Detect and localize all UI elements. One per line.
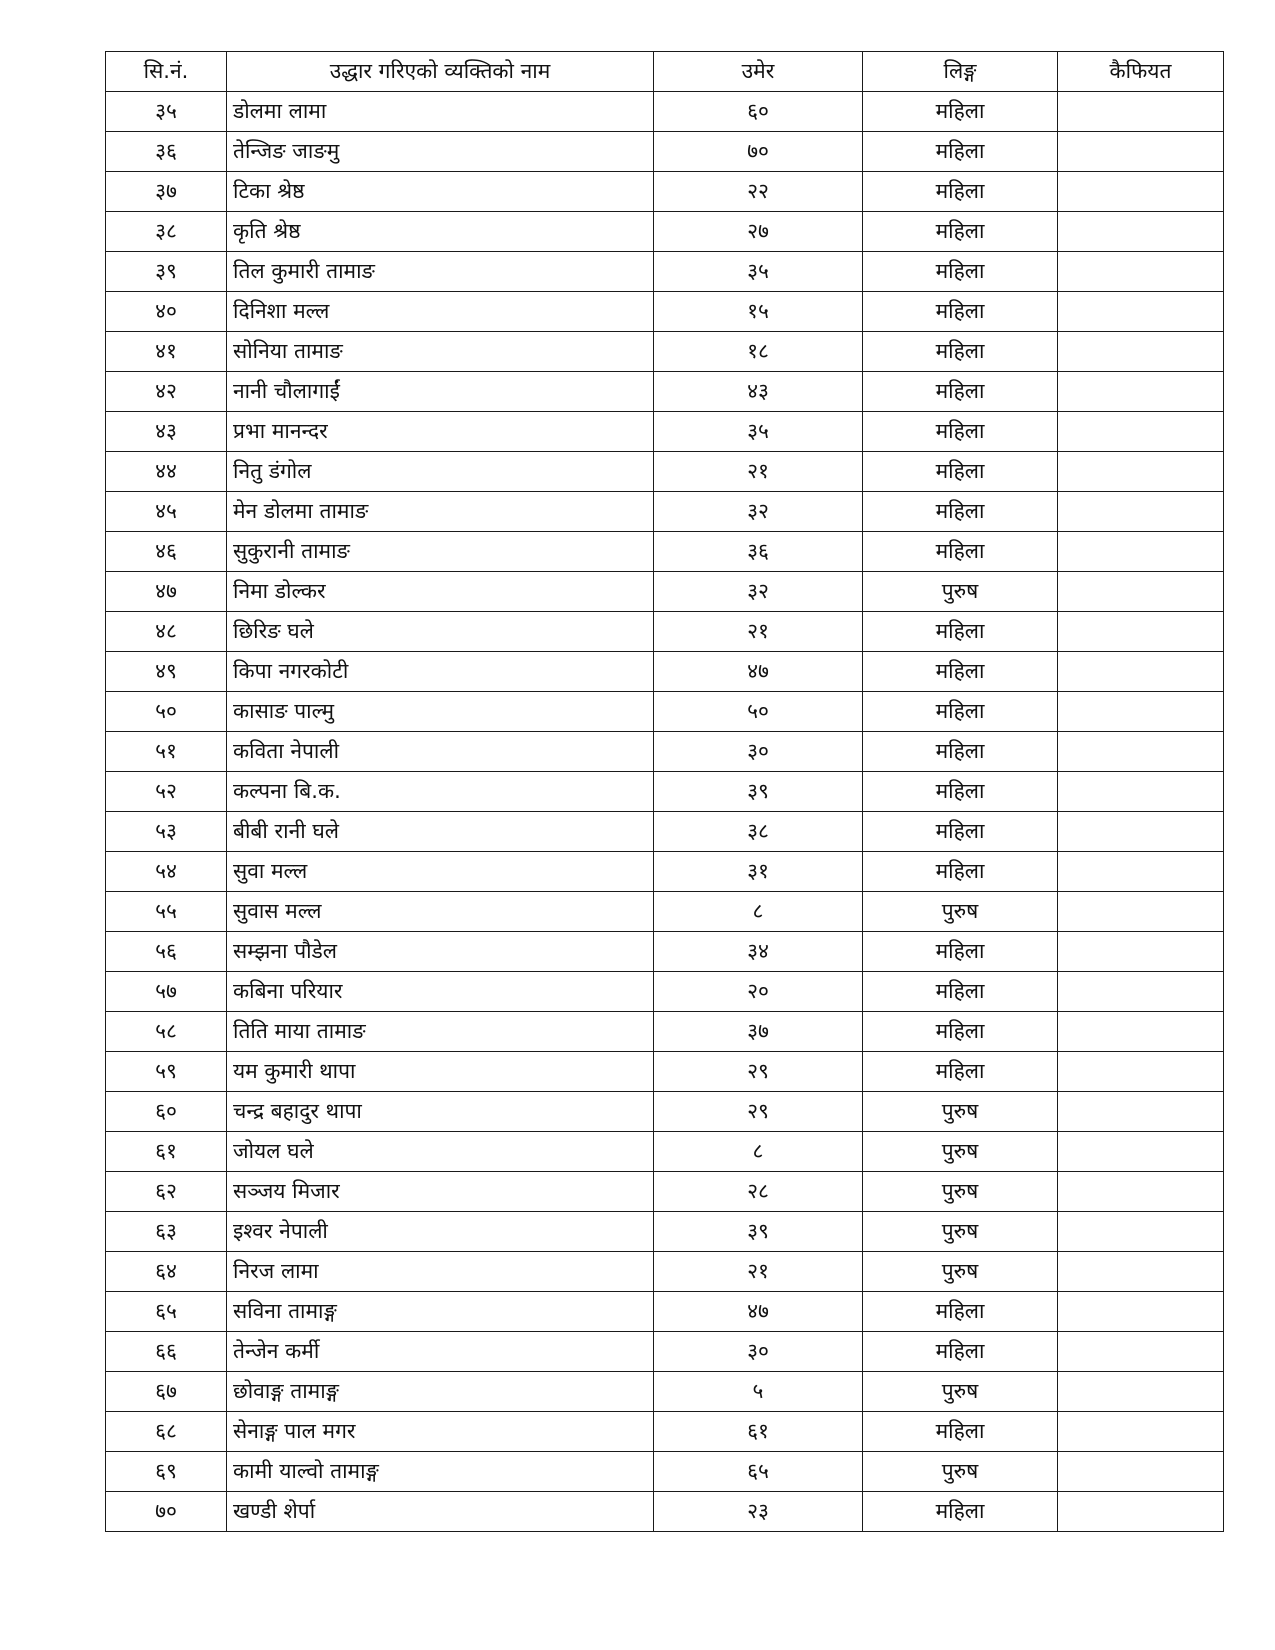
remarks-cell — [1058, 92, 1224, 132]
serial-number-cell: ५८ — [106, 1012, 227, 1052]
person-name-cell: यम कुमारी थापा — [227, 1052, 654, 1092]
serial-number-cell: ३९ — [106, 252, 227, 292]
age-cell: ३२ — [654, 492, 863, 532]
header-row — [106, 52, 1224, 92]
table-row — [106, 1212, 1224, 1252]
serial-number-cell: ५४ — [106, 852, 227, 892]
age-cell: २१ — [654, 452, 863, 492]
age-cell: १८ — [654, 332, 863, 372]
table-row — [106, 1452, 1224, 1492]
remarks-cell — [1058, 852, 1224, 892]
gender-cell: महिला — [863, 452, 1058, 492]
serial-number-cell: ४७ — [106, 572, 227, 612]
gender-cell: महिला — [863, 1332, 1058, 1372]
remarks-cell — [1058, 492, 1224, 532]
serial-number-cell: ४२ — [106, 372, 227, 412]
age-cell: ८ — [654, 892, 863, 932]
table-row — [106, 852, 1224, 892]
table-row — [106, 172, 1224, 212]
gender-cell: पुरुष — [863, 1452, 1058, 1492]
serial-number-cell: ५० — [106, 692, 227, 732]
person-name-cell: किपा नगरकोटी — [227, 652, 654, 692]
table-row — [106, 812, 1224, 852]
table-row — [106, 652, 1224, 692]
remarks-cell — [1058, 1212, 1224, 1252]
table-row — [106, 892, 1224, 932]
person-name-cell: मेन डोलमा तामाङ — [227, 492, 654, 532]
gender-cell: महिला — [863, 932, 1058, 972]
gender-cell: महिला — [863, 812, 1058, 852]
table-row — [106, 692, 1224, 732]
serial-number-cell: ६६ — [106, 1332, 227, 1372]
remarks-cell — [1058, 1172, 1224, 1212]
serial-number-cell: ६४ — [106, 1252, 227, 1292]
gender-cell: महिला — [863, 212, 1058, 252]
remarks-cell — [1058, 1292, 1224, 1332]
gender-cell: महिला — [863, 172, 1058, 212]
header-gender: लिङ्ग — [863, 52, 1058, 92]
serial-number-cell: ४१ — [106, 332, 227, 372]
serial-number-cell: ३८ — [106, 212, 227, 252]
age-cell: ३० — [654, 732, 863, 772]
person-name-cell: निमा डोल्कर — [227, 572, 654, 612]
age-cell: ५० — [654, 692, 863, 732]
gender-cell: महिला — [863, 692, 1058, 732]
table-row — [106, 1052, 1224, 1092]
remarks-cell — [1058, 772, 1224, 812]
serial-number-cell: ६५ — [106, 1292, 227, 1332]
person-name-cell: प्रभा मानन्दर — [227, 412, 654, 452]
table-row — [106, 572, 1224, 612]
remarks-cell — [1058, 1412, 1224, 1452]
table-row — [106, 932, 1224, 972]
age-cell: ४७ — [654, 652, 863, 692]
person-name-cell: कासाङ पाल्मु — [227, 692, 654, 732]
person-name-cell: नानी चौलागाईं — [227, 372, 654, 412]
serial-number-cell: ५७ — [106, 972, 227, 1012]
gender-cell: पुरुष — [863, 1172, 1058, 1212]
person-name-cell: तिति माया तामाङ — [227, 1012, 654, 1052]
person-name-cell: सुवास मल्ल — [227, 892, 654, 932]
serial-number-cell: ५५ — [106, 892, 227, 932]
remarks-cell — [1058, 572, 1224, 612]
serial-number-cell: ६९ — [106, 1452, 227, 1492]
serial-number-cell: ३५ — [106, 92, 227, 132]
gender-cell: महिला — [863, 292, 1058, 332]
serial-number-cell: ६१ — [106, 1132, 227, 1172]
age-cell: ६५ — [654, 1452, 863, 1492]
age-cell: २८ — [654, 1172, 863, 1212]
serial-number-cell: ६७ — [106, 1372, 227, 1412]
person-name-cell: दिनिशा मल्ल — [227, 292, 654, 332]
person-name-cell: नितु डंगोल — [227, 452, 654, 492]
person-name-cell: चन्द्र बहादुर थापा — [227, 1092, 654, 1132]
age-cell: ३५ — [654, 412, 863, 452]
person-name-cell: सविना तामाङ्ग — [227, 1292, 654, 1332]
remarks-cell — [1058, 452, 1224, 492]
table-row — [106, 1092, 1224, 1132]
person-name-cell: सुकुरानी तामाङ — [227, 532, 654, 572]
header-rescued-person-name: उद्धार गरिएको व्यक्तिको नाम — [227, 52, 654, 92]
remarks-cell — [1058, 692, 1224, 732]
age-cell: ५ — [654, 1372, 863, 1412]
serial-number-cell: ४९ — [106, 652, 227, 692]
table-row — [106, 132, 1224, 172]
person-name-cell: निरज लामा — [227, 1252, 654, 1292]
gender-cell: महिला — [863, 492, 1058, 532]
table-row — [106, 452, 1224, 492]
table-row — [106, 492, 1224, 532]
age-cell: ३७ — [654, 1012, 863, 1052]
person-name-cell: सेनाङ्ग पाल मगर — [227, 1412, 654, 1452]
table-row — [106, 1292, 1224, 1332]
table-row — [106, 1492, 1224, 1532]
age-cell: ३२ — [654, 572, 863, 612]
remarks-cell — [1058, 1132, 1224, 1172]
age-cell: ३९ — [654, 1212, 863, 1252]
gender-cell: महिला — [863, 532, 1058, 572]
age-cell: २७ — [654, 212, 863, 252]
age-cell: ३० — [654, 1332, 863, 1372]
table-row — [106, 1412, 1224, 1452]
person-name-cell: सम्झना पौडेल — [227, 932, 654, 972]
person-name-cell: कृति श्रेष्ठ — [227, 212, 654, 252]
gender-cell: पुरुष — [863, 1252, 1058, 1292]
gender-cell: महिला — [863, 332, 1058, 372]
serial-number-cell: ४३ — [106, 412, 227, 452]
gender-cell: पुरुष — [863, 892, 1058, 932]
table-row — [106, 412, 1224, 452]
person-name-cell: टिका श्रेष्ठ — [227, 172, 654, 212]
serial-number-cell: ५३ — [106, 812, 227, 852]
table-row — [106, 212, 1224, 252]
rescued-persons-table — [105, 51, 1224, 1532]
age-cell: २१ — [654, 612, 863, 652]
age-cell: ४७ — [654, 1292, 863, 1332]
age-cell: ३९ — [654, 772, 863, 812]
person-name-cell: तिल कुमारी तामाङ — [227, 252, 654, 292]
gender-cell: महिला — [863, 772, 1058, 812]
serial-number-cell: ५६ — [106, 932, 227, 972]
gender-cell: महिला — [863, 92, 1058, 132]
remarks-cell — [1058, 532, 1224, 572]
serial-number-cell: ५९ — [106, 1052, 227, 1092]
gender-cell: महिला — [863, 412, 1058, 452]
remarks-cell — [1058, 172, 1224, 212]
age-cell: २३ — [654, 1492, 863, 1532]
age-cell: २२ — [654, 172, 863, 212]
table-row — [106, 1172, 1224, 1212]
age-cell: ३५ — [654, 252, 863, 292]
table-row — [106, 1332, 1224, 1372]
gender-cell: पुरुष — [863, 1092, 1058, 1132]
table-row — [106, 772, 1224, 812]
table-row — [106, 1132, 1224, 1172]
gender-cell: महिला — [863, 252, 1058, 292]
age-cell: ३८ — [654, 812, 863, 852]
remarks-cell — [1058, 412, 1224, 452]
age-cell: ८ — [654, 1132, 863, 1172]
gender-cell: महिला — [863, 1412, 1058, 1452]
gender-cell: महिला — [863, 732, 1058, 772]
age-cell: १५ — [654, 292, 863, 332]
remarks-cell — [1058, 372, 1224, 412]
gender-cell: महिला — [863, 372, 1058, 412]
serial-number-cell: ४८ — [106, 612, 227, 652]
person-name-cell: सुवा मल्ल — [227, 852, 654, 892]
table-row — [106, 332, 1224, 372]
gender-cell: महिला — [863, 612, 1058, 652]
person-name-cell: छिरिङ घले — [227, 612, 654, 652]
gender-cell: महिला — [863, 132, 1058, 172]
header-remarks: कैफियत — [1058, 52, 1224, 92]
remarks-cell — [1058, 972, 1224, 1012]
age-cell: ३१ — [654, 852, 863, 892]
table-row — [106, 532, 1224, 572]
remarks-cell — [1058, 1252, 1224, 1292]
person-name-cell: कविता नेपाली — [227, 732, 654, 772]
person-name-cell: खण्डी शेर्पा — [227, 1492, 654, 1532]
remarks-cell — [1058, 132, 1224, 172]
remarks-cell — [1058, 932, 1224, 972]
person-name-cell: बीबी रानी घले — [227, 812, 654, 852]
table-row — [106, 292, 1224, 332]
table-body — [106, 92, 1224, 1532]
person-name-cell: छोवाङ्ग तामाङ्ग — [227, 1372, 654, 1412]
age-cell: ७० — [654, 132, 863, 172]
table-row — [106, 372, 1224, 412]
gender-cell: महिला — [863, 652, 1058, 692]
person-name-cell: कबिना परियार — [227, 972, 654, 1012]
serial-number-cell: ४५ — [106, 492, 227, 532]
serial-number-cell: ४० — [106, 292, 227, 332]
age-cell: ३४ — [654, 932, 863, 972]
table-row — [106, 1372, 1224, 1412]
gender-cell: महिला — [863, 1052, 1058, 1092]
gender-cell: महिला — [863, 852, 1058, 892]
age-cell: ६१ — [654, 1412, 863, 1452]
table-row — [106, 1012, 1224, 1052]
serial-number-cell: ५२ — [106, 772, 227, 812]
serial-number-cell: ६८ — [106, 1412, 227, 1452]
person-name-cell: कामी याल्वो तामाङ्ग — [227, 1452, 654, 1492]
person-name-cell: डोलमा लामा — [227, 92, 654, 132]
age-cell: ३६ — [654, 532, 863, 572]
remarks-cell — [1058, 252, 1224, 292]
table-row — [106, 252, 1224, 292]
age-cell: २० — [654, 972, 863, 1012]
person-name-cell: सोनिया तामाङ — [227, 332, 654, 372]
person-name-cell: सञ्जय मिजार — [227, 1172, 654, 1212]
header-serial-number: सि.नं. — [106, 52, 227, 92]
table-row — [106, 1252, 1224, 1292]
age-cell: २९ — [654, 1052, 863, 1092]
person-name-cell: कल्पना बि.क. — [227, 772, 654, 812]
serial-number-cell: ४४ — [106, 452, 227, 492]
serial-number-cell: ३७ — [106, 172, 227, 212]
remarks-cell — [1058, 332, 1224, 372]
serial-number-cell: ३६ — [106, 132, 227, 172]
person-name-cell: इश्वर नेपाली — [227, 1212, 654, 1252]
serial-number-cell: ६३ — [106, 1212, 227, 1252]
gender-cell: महिला — [863, 972, 1058, 1012]
gender-cell: महिला — [863, 1012, 1058, 1052]
age-cell: ४३ — [654, 372, 863, 412]
serial-number-cell: ६२ — [106, 1172, 227, 1212]
age-cell: ६० — [654, 92, 863, 132]
age-cell: २१ — [654, 1252, 863, 1292]
person-name-cell: जोयल घले — [227, 1132, 654, 1172]
person-name-cell: तेन्जिङ जाङमु — [227, 132, 654, 172]
remarks-cell — [1058, 1332, 1224, 1372]
remarks-cell — [1058, 212, 1224, 252]
serial-number-cell: ६० — [106, 1092, 227, 1132]
table-row — [106, 92, 1224, 132]
gender-cell: पुरुष — [863, 1132, 1058, 1172]
remarks-cell — [1058, 292, 1224, 332]
table-row — [106, 972, 1224, 1012]
table-row — [106, 612, 1224, 652]
remarks-cell — [1058, 612, 1224, 652]
serial-number-cell: ५१ — [106, 732, 227, 772]
gender-cell: महिला — [863, 1492, 1058, 1532]
remarks-cell — [1058, 1452, 1224, 1492]
remarks-cell — [1058, 732, 1224, 772]
gender-cell: पुरुष — [863, 1372, 1058, 1412]
remarks-cell — [1058, 892, 1224, 932]
serial-number-cell: ७० — [106, 1492, 227, 1532]
gender-cell: महिला — [863, 1292, 1058, 1332]
remarks-cell — [1058, 1092, 1224, 1132]
age-cell: २९ — [654, 1092, 863, 1132]
remarks-cell — [1058, 1372, 1224, 1412]
remarks-cell — [1058, 812, 1224, 852]
serial-number-cell: ४६ — [106, 532, 227, 572]
remarks-cell — [1058, 1012, 1224, 1052]
gender-cell: पुरुष — [863, 1212, 1058, 1252]
gender-cell: पुरुष — [863, 572, 1058, 612]
remarks-cell — [1058, 652, 1224, 692]
header-age: उमेर — [654, 52, 863, 92]
person-name-cell: तेन्जेन कर्मी — [227, 1332, 654, 1372]
remarks-cell — [1058, 1492, 1224, 1532]
table-row — [106, 732, 1224, 772]
remarks-cell — [1058, 1052, 1224, 1092]
